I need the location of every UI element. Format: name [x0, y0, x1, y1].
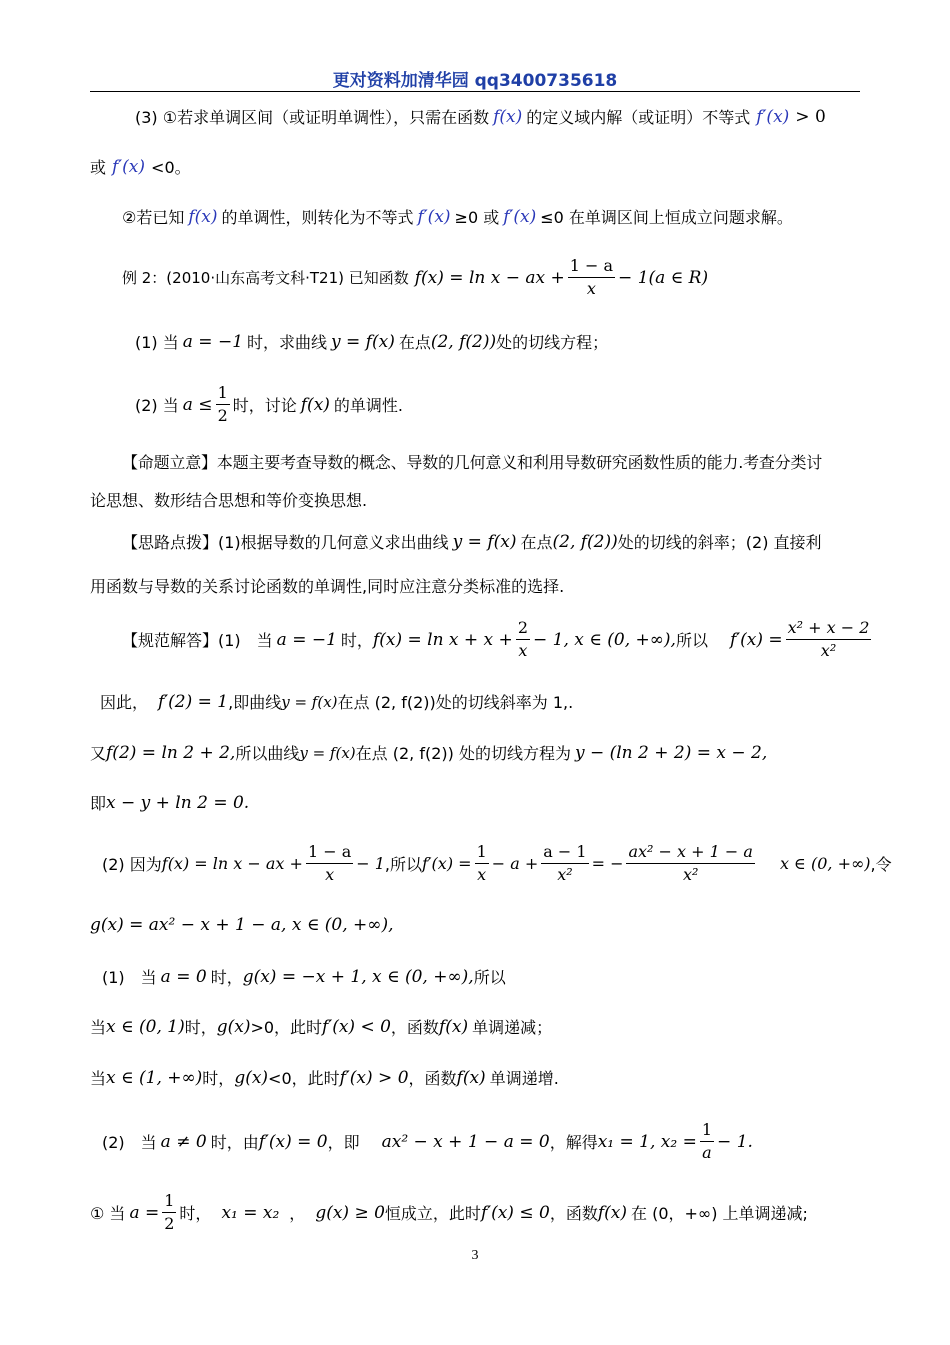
- fraction-numerator: x² + x − 2: [786, 620, 872, 640]
- math-derivative: f′(x) > 0: [339, 1067, 409, 1088]
- fraction-denominator: x²: [557, 865, 573, 884]
- fraction-numerator: a − 1: [541, 844, 588, 864]
- math-condition: a = 0: [160, 966, 207, 987]
- line-text: 在点: [520, 533, 553, 552]
- line-text: 所以: [473, 968, 506, 987]
- fraction: [786, 620, 872, 659]
- math-fx: f(x): [597, 1202, 627, 1223]
- line-text: ① 当: [90, 1204, 126, 1223]
- fraction-numerator: 1: [162, 1193, 176, 1213]
- line-text: ，解得: [549, 1133, 598, 1152]
- question-2: [135, 385, 403, 424]
- math-equation: g(x) = −x + 1, x ∈ (0, +∞),: [242, 966, 474, 987]
- math-g: g(x): [216, 1016, 251, 1037]
- line-text: ,即曲线: [228, 693, 282, 712]
- math-expression: f(x) = ln x + x +: [372, 629, 513, 650]
- text-line-intent-2: [90, 488, 367, 511]
- header-divider: [90, 91, 860, 92]
- fraction-numerator: 1 − a: [306, 844, 353, 864]
- fraction-denominator: x: [477, 865, 487, 884]
- fraction-numerator: 1: [475, 844, 489, 864]
- fraction: [216, 385, 230, 424]
- math-fx: f(x): [438, 1016, 469, 1037]
- question-1: [135, 330, 608, 353]
- math-condition: a = −1: [276, 629, 337, 650]
- math-fprime: f′(x): [756, 106, 790, 127]
- math-expression: = −: [591, 854, 624, 873]
- fraction-denominator: 2: [164, 1214, 175, 1233]
- line-text: 在点 (2, f(2)) 处的切线方程为: [355, 744, 571, 763]
- line-text: (1) 当: [102, 968, 157, 987]
- math-condition: a ≤: [182, 394, 213, 415]
- math-fprime: f′(x): [417, 206, 451, 227]
- example-2-statement: [122, 258, 708, 297]
- math-equation: ax² − x + 1 − a = 0: [381, 1131, 550, 1152]
- line-text: (2) 当: [102, 1133, 157, 1152]
- math-condition: x ∈ (0, 1): [106, 1016, 185, 1037]
- fraction-numerator: 1 − a: [568, 258, 615, 278]
- text-line-intent: [122, 450, 822, 473]
- line-text: 时，: [340, 631, 373, 650]
- line-text: (1) 当: [135, 333, 179, 352]
- math-equation: x − y + ln 2 = 0.: [106, 792, 250, 813]
- math-fx: f(x): [493, 106, 523, 127]
- math-fprime: f′(x): [503, 206, 537, 227]
- case-1a: [90, 1015, 552, 1038]
- line-text: (2) 当: [135, 396, 179, 415]
- page-number: 3: [471, 1248, 479, 1263]
- math-g: g(x): [234, 1067, 269, 1088]
- text-line-3: [122, 205, 793, 228]
- fraction-denominator: x²: [682, 865, 699, 884]
- line-text: 【命题立意】本题主要考查导数的概念、导数的几何意义和利用导数研究函数性质的能力.考查分类讨: [122, 453, 823, 472]
- fraction: [475, 844, 489, 883]
- line-text: 所以曲线: [235, 744, 300, 763]
- line-text: 例 2：(2010·山东高考文科·T21) 已知函数: [122, 269, 409, 287]
- line-text: 单调递减；: [472, 1018, 553, 1037]
- math-inequality: > 0: [795, 106, 826, 127]
- text-line-1: [135, 105, 826, 128]
- fraction-denominator: a: [702, 1143, 712, 1162]
- math-solution: − 1.: [717, 1131, 753, 1152]
- line-text: 【规范解答】(1) 当: [122, 631, 273, 650]
- line-text: 时，: [202, 1069, 235, 1088]
- line-text: 的单调性.: [333, 396, 404, 415]
- fraction-denominator: x: [586, 279, 596, 298]
- fraction: [626, 844, 754, 883]
- line-text: 在点 (2, f(2))处的切线斜率为 1,.: [337, 693, 574, 712]
- math-domain: x ∈ (0, +∞): [779, 854, 871, 873]
- fraction: [162, 1193, 176, 1232]
- case-2: [102, 1122, 753, 1161]
- text-line-hint: [122, 530, 822, 553]
- math-equation: x₁ = x₂: [221, 1202, 280, 1223]
- line-text: 论思想、数形结合思想和等价变换思想.: [90, 491, 368, 510]
- math-fx: f(x): [188, 206, 218, 227]
- fraction-numerator: 2: [516, 620, 530, 640]
- case-1b: [90, 1066, 559, 1089]
- fraction: [306, 844, 353, 883]
- line-text: 所以: [675, 631, 708, 650]
- line-text: 当: [90, 1018, 107, 1037]
- line-text: 的单调性，则转化为不等式: [221, 208, 414, 227]
- math-condition: a = −1: [182, 331, 244, 352]
- math-expression: f(x) = ln x − ax +: [161, 854, 303, 873]
- solution-slope: [100, 690, 573, 713]
- line-text: >0，此时: [250, 1018, 323, 1037]
- line-text: 处的切线方程；: [496, 333, 609, 352]
- math-expression: f(x) = ln x − ax +: [414, 267, 565, 288]
- line-text: 即: [90, 794, 107, 813]
- solution-tangent: [90, 741, 767, 764]
- solution-g-def: [90, 915, 394, 935]
- line-text: 在点: [398, 333, 431, 352]
- fraction-denominator: x²: [820, 641, 837, 660]
- line-text: ≤0 在单调区间上恒成立问题求解。: [540, 208, 793, 227]
- line-text: <0，此时: [268, 1069, 340, 1088]
- line-text: 的定义域内解（或证明）不等式: [526, 108, 751, 127]
- math-g: g(x) ≥ 0: [315, 1202, 385, 1223]
- line-text: (3) ①若求单调区间（或证明单调性），只需在函数: [135, 108, 490, 127]
- solution-part-2: [102, 844, 892, 883]
- line-text: 时，求曲线: [247, 333, 328, 352]
- math-condition: a ≠ 0: [160, 1131, 207, 1152]
- fraction-denominator: 2: [217, 406, 228, 425]
- fraction: [541, 844, 588, 883]
- line-text: 用函数与导数的关系讨论函数的单调性,同时应注意分类标准的选择.: [90, 577, 565, 596]
- fraction: [568, 258, 615, 297]
- math-equation: y − (ln 2 + 2) = x − 2,: [574, 742, 768, 763]
- math-fprime: f′(x): [112, 156, 146, 177]
- math-derivative: f′(x) < 0: [322, 1016, 391, 1037]
- solution-part-1: [122, 620, 874, 659]
- math-point: (2, f(2)): [430, 331, 497, 352]
- fraction: [516, 620, 530, 659]
- line-text: ②若已知: [122, 208, 185, 227]
- math-expression: − 1(a ∈ R): [618, 267, 709, 288]
- case-1: [102, 965, 506, 988]
- text-line-2: [90, 155, 191, 178]
- line-text: ≥0 或: [454, 208, 500, 227]
- math-expression: − a +: [491, 854, 539, 873]
- page-header-title: 更对资料加清华园 qq3400735618: [332, 71, 618, 91]
- line-text: 时，: [179, 1204, 212, 1223]
- math-equation: g(x) = ax² − x + 1 − a, x ∈ (0, +∞),: [90, 915, 394, 935]
- line-text: 处的切线的斜率；(2) 直接利: [617, 533, 822, 552]
- line-text: <0。: [151, 158, 191, 177]
- math-expression: − 1, x ∈ (0, +∞),: [533, 629, 676, 650]
- line-text: 时，: [184, 1018, 217, 1037]
- math-point: (2, f(2)): [552, 531, 618, 552]
- math-derivative: f′(x) =: [729, 629, 783, 650]
- line-text: 因此，: [100, 693, 149, 712]
- fraction-numerator: 1: [700, 1122, 714, 1142]
- line-text: ，即: [327, 1133, 360, 1152]
- line-text: 时，讨论: [232, 396, 297, 415]
- math-fx: f(x): [456, 1067, 486, 1088]
- math-value: f′(2) = 1: [158, 691, 229, 712]
- math-expression: − 1: [356, 854, 385, 873]
- fraction-denominator: x: [325, 865, 335, 884]
- line-text: ，函数: [390, 1018, 439, 1037]
- math-curve: y = f(x): [331, 331, 395, 352]
- line-text: 或: [90, 158, 107, 177]
- math-derivative: f′(x) = 0: [258, 1131, 328, 1152]
- fraction-numerator: 1: [216, 385, 230, 405]
- case-2-sub-1: [90, 1193, 808, 1232]
- math-curve: y = f(x): [281, 692, 338, 711]
- line-text: 时，由: [210, 1133, 259, 1152]
- math-curve: y = f(x): [299, 743, 356, 762]
- fraction-denominator: x: [518, 641, 528, 660]
- line-text: 【思路点拨】(1)根据导数的几何意义求出曲线: [122, 533, 449, 552]
- math-expression: f′(x) =: [422, 854, 472, 873]
- line-text: (2) 因为: [102, 855, 162, 874]
- line-text: 单调递增.: [489, 1069, 559, 1088]
- line-text: ，: [289, 1204, 306, 1223]
- line-text: 在 (0，+∞) 上单调递减;: [630, 1204, 808, 1223]
- line-text: ，函数: [408, 1069, 457, 1088]
- line-text: 时，: [210, 968, 243, 987]
- solution-result: [90, 791, 249, 814]
- math-expression: f(2) = ln 2 + 2,: [106, 742, 236, 763]
- text-line-hint-2: [90, 574, 564, 597]
- math-fx: f(x): [300, 394, 330, 415]
- line-text: ,所以: [384, 855, 422, 874]
- fraction-numerator: ax² − x + 1 − a: [626, 844, 754, 864]
- math-curve: y = f(x): [452, 531, 517, 552]
- line-text: ，函数: [549, 1204, 598, 1223]
- line-text: ,令: [870, 855, 892, 874]
- line-text: 又: [90, 744, 107, 763]
- math-condition: a =: [129, 1202, 160, 1223]
- line-text: 恒成立，此时: [384, 1204, 481, 1223]
- line-text: 当: [90, 1069, 107, 1088]
- math-solution: x₁ = 1, x₂ =: [597, 1131, 697, 1152]
- math-derivative: f′(x) ≤ 0: [480, 1202, 550, 1223]
- math-condition: x ∈ (1, +∞): [106, 1067, 203, 1088]
- fraction: [700, 1122, 714, 1161]
